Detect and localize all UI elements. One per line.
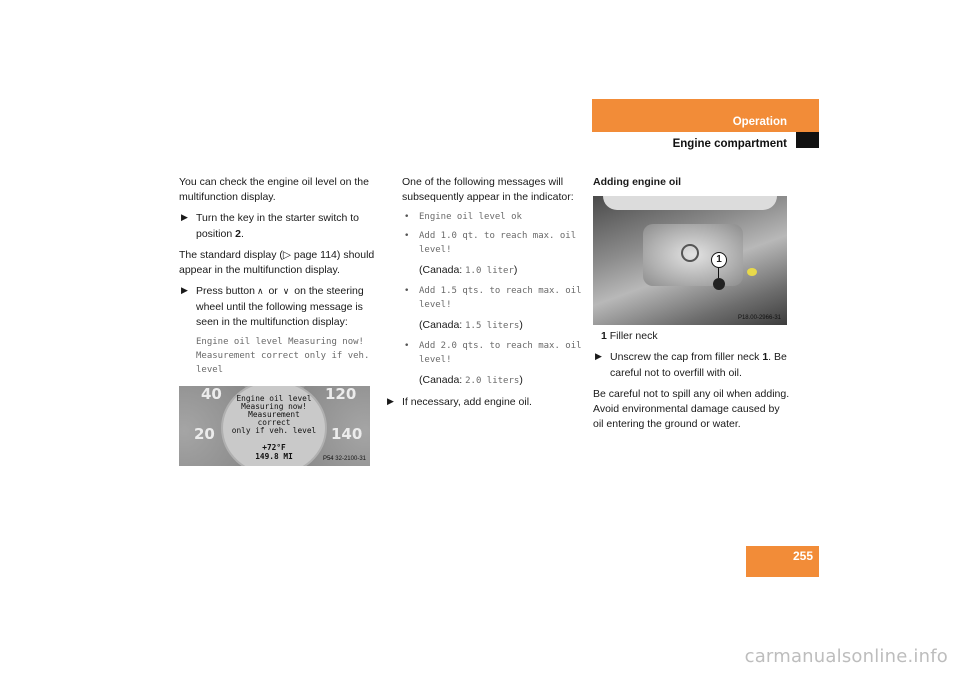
step-press-button: ▶ Press button ∧ or ∨ on the steering wheel until the following message is seen in the multifunction display:: [181, 285, 364, 328]
intro-text: You can check the engine oil level on the multifunction display.: [179, 176, 369, 204]
subsection-title: Engine compartment: [672, 138, 787, 150]
canada-note: (Canada: 1.0 liter): [419, 264, 518, 277]
display-text: Engine oil level Measuring now! Measurement correct only if veh. level: [231, 393, 317, 436]
odometer-readout: 149.8 MI: [255, 451, 293, 461]
arrow-icon: ▶: [387, 395, 394, 406]
temperature-readout: +72°F: [262, 442, 286, 452]
gauge-number: 120: [325, 385, 357, 403]
arrow-icon: ▶: [595, 351, 602, 362]
image-code: P54 32-2100-31: [322, 456, 366, 463]
section-heading: Adding engine oil: [593, 176, 682, 188]
bullet-icon: •: [404, 286, 410, 297]
arrow-icon: ▶: [181, 285, 188, 296]
coolant-cap: [747, 268, 757, 276]
engine-compartment-image: [593, 196, 787, 325]
watermark: carmanualsonline.info: [744, 645, 948, 667]
message-item: • Add 1.5 qts. to reach max. oil level!: [404, 286, 582, 311]
column-left: [179, 175, 379, 466]
standard-display-text: The standard display (▷ page 114) should appear in the multifunction display.: [179, 248, 375, 277]
messages-intro: One of the following messages will subsequently appear in the indicator:: [402, 176, 574, 204]
hood-edge: [603, 196, 777, 210]
step-turn-key: ▶ Turn the key in the starter switch to position 2.: [181, 212, 360, 240]
image-caption: 1 Filler neck: [601, 330, 658, 343]
message-item: • Add 1.0 qt. to reach max. oil level!: [404, 231, 577, 256]
bullet-icon: •: [404, 341, 410, 351]
gauge-number: 140: [331, 424, 363, 443]
callout-line: [718, 268, 719, 278]
environment-warning: Be careful not to spill any oil when adding. Avoid environmental damage caused by oil entering the ground or water.: [593, 387, 790, 431]
filler-neck: [713, 278, 725, 290]
callout-badge: 1: [711, 252, 727, 268]
button-up-icon: ∧: [256, 286, 264, 297]
step-add-oil: ▶ If necessary, add engine oil.: [387, 395, 532, 408]
button-down-icon: ∨: [282, 286, 290, 297]
arrow-icon: ▶: [181, 212, 188, 223]
bullet-icon: •: [404, 212, 410, 223]
canada-note: (Canada: 1.5 liters): [419, 319, 523, 332]
page-number-tab: [746, 546, 819, 577]
column-right: [593, 175, 793, 439]
gauge-number: 20: [194, 424, 215, 443]
step-unscrew-cap: ▶ Unscrew the cap from filler neck 1. Be careful not to overfill with oil.: [595, 351, 787, 379]
display-message: Engine oil level Measuring now! Measurement correct only if veh. level: [196, 336, 370, 375]
column-middle: [387, 175, 584, 416]
bullet-icon: •: [404, 231, 410, 242]
multifunction-display: [221, 386, 327, 466]
page-ref-icon: ▷: [282, 248, 291, 261]
canada-note: (Canada: 2.0 liters): [419, 373, 523, 386]
message-item: • Engine oil level ok: [402, 211, 584, 225]
header-marker: [796, 132, 819, 148]
section-title: Operation: [732, 116, 787, 128]
instrument-cluster-image: [179, 386, 370, 466]
message-item: • Add 2.0 qts. to reach max. oil level!: [404, 341, 582, 365]
page-number: 255: [792, 549, 813, 563]
image-code: P18.00-2966-31: [737, 314, 781, 321]
gauge-number: 40: [201, 385, 222, 403]
